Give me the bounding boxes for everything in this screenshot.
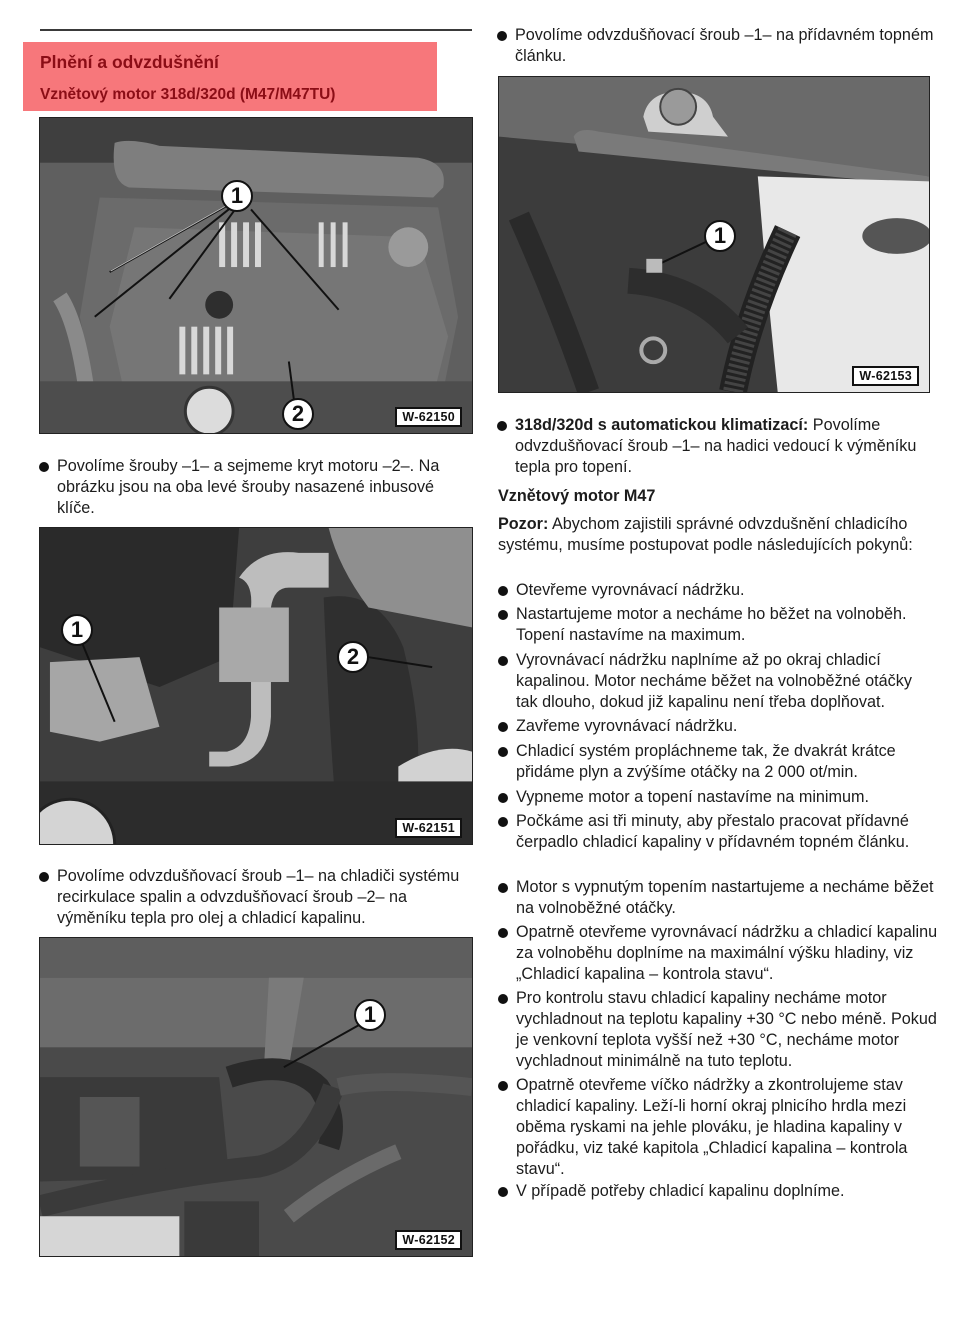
step-text: Počkáme asi tři minuty, aby přestalo pracovat přídavné čerpadlo chladicí kapaliny v přídavném topném článku.	[516, 812, 910, 851]
bullet-icon	[498, 656, 508, 666]
m47-step	[498, 1181, 938, 1202]
step-text: Opatrně otevřeme víčko nádržky a zkontrolujeme stav chladicí kapaliny. Leží-li horní okraj plnicího hrdla mezi oběma ryskami na jehle plováku, je hladina kapaliny v pořádku, viz také kapitola „Chladicí kapalina – kontrola stavu“.	[516, 1076, 908, 1178]
m47-heading: Vznětový motor M47	[498, 487, 656, 505]
step-text: Povolíme odvzdušňovací šroub –1– na hadici vedoucí k výměníku tepla pro topení.	[515, 416, 917, 476]
callout-2: 2	[282, 398, 314, 430]
bullet-icon	[498, 722, 508, 732]
m47-step	[498, 877, 938, 919]
step-bleed-screws-egr	[39, 866, 475, 929]
step-text: Otevřeme vyrovnávací nádržku.	[516, 581, 745, 599]
step-label: 318d/320d s automatickou klimatizací:	[515, 416, 809, 434]
step-text: Vypneme motor a topení nastavíme na minimum.	[516, 788, 869, 806]
figure-code: W-62152	[395, 1230, 462, 1250]
step-text: Povolíme odvzdušňovací šroub –1– na přídavném topném článku.	[515, 26, 934, 65]
step-remove-engine-cover	[39, 456, 475, 519]
bullet-icon	[497, 31, 507, 41]
step-text: Nastartujeme motor a necháme ho běžet na volnoběh. Topení nastavíme na maximum.	[516, 605, 907, 644]
bullet-icon	[497, 421, 507, 431]
bullet-icon	[498, 994, 508, 1004]
step-text: Povolíme šrouby –1– a sejmeme kryt motoru –2–. Na obrázku jsou na oba levé šrouby nasazené inbusové klíče.	[57, 457, 440, 517]
callout-1: 1	[704, 220, 736, 252]
callout-1: 1	[61, 614, 93, 646]
callout-1: 1	[221, 180, 253, 212]
m47-step	[498, 1075, 938, 1180]
m47-step	[498, 604, 938, 646]
step-text: Opatrně otevřeme vyrovnávací nádržku a chladicí kapalinu za volnoběhu doplníme na maximální výšku hladiny, viz „Chladicí kapalina – kontrola stavu“.	[516, 923, 938, 983]
warning-note	[498, 514, 936, 556]
bullet-icon	[39, 872, 49, 882]
figure-heater-hose	[39, 937, 473, 1257]
egr-cooler-photo	[40, 528, 472, 844]
step-text: Motor s vypnutým topením nastartujeme a necháme běžet na volnoběžné otáčky.	[516, 878, 934, 917]
warning-label: Pozor:	[498, 515, 549, 533]
step-text: Vyrovnávací nádržku naplníme až po okraj chladicí kapalinou. Motor necháme běžet na volnoběžné otáčky tak dlouho, dokud již kapalinu není třeba doplňovat.	[516, 651, 912, 711]
step-bleed-aux-heater	[497, 25, 937, 67]
step-text: Chladicí systém propláchneme tak, že dvakrát krátce přidáme plyn a zvýšíme otáčky na 2 000 ot/min.	[516, 742, 896, 781]
bullet-icon	[498, 928, 508, 938]
bullet-icon	[498, 610, 508, 620]
figure-code: W-62150	[395, 407, 462, 427]
m47-step	[498, 716, 938, 737]
m47-step	[498, 922, 938, 985]
bullet-icon	[498, 747, 508, 757]
warning-text: Abychom zajistili správné odvzdušnění chladicího systému, musíme postupovat podle následujících pokynů:	[498, 515, 913, 554]
step-text: Zavřeme vyrovnávací nádržku.	[516, 717, 738, 735]
bullet-icon	[498, 883, 508, 893]
engine-cover-photo	[40, 118, 472, 433]
section-subtitle: Vznětový motor 318d/320d (M47/M47TU)	[40, 86, 336, 103]
step-text: Pro kontrolu stavu chladicí kapaliny necháme motor vychladnout na teplotu kapaliny +30 °C nebo méně. Pokud je venkovní teplota vyšší než +30 °C, necháme motor vychladnout minimálně na tuto teplotu.	[516, 989, 937, 1070]
figure-egr-cooler	[39, 527, 473, 845]
figure-code: W-62153	[852, 366, 919, 386]
m47-step	[498, 787, 938, 808]
callout-1: 1	[354, 999, 386, 1031]
bullet-icon	[498, 817, 508, 827]
m47-step	[498, 811, 938, 853]
section-title: Plnění a odvzdušnění	[40, 52, 219, 72]
top-rule	[40, 29, 472, 31]
m47-step	[498, 650, 938, 713]
callout-2: 2	[337, 641, 369, 673]
m47-step	[498, 741, 938, 783]
bullet-icon	[498, 586, 508, 596]
bullet-icon	[498, 793, 508, 803]
bullet-icon	[39, 462, 49, 472]
m47-step	[498, 988, 938, 1072]
step-text: Povolíme odvzdušňovací šroub –1– na chladiči systému recirkulace spalin a odvzdušňovací šroub –2– na výměníku tepla pro olej a chladicí kapalinu.	[57, 867, 460, 927]
figure-aux-heater	[498, 76, 930, 393]
figure-code: W-62151	[395, 818, 462, 838]
heater-hose-photo	[40, 938, 472, 1256]
figure-engine-cover	[39, 117, 473, 434]
m47-step	[498, 580, 938, 601]
bullet-icon	[498, 1187, 508, 1197]
step-auto-ac	[497, 415, 937, 478]
bullet-icon	[498, 1081, 508, 1091]
step-text: V případě potřeby chladicí kapalinu doplníme.	[516, 1182, 845, 1200]
